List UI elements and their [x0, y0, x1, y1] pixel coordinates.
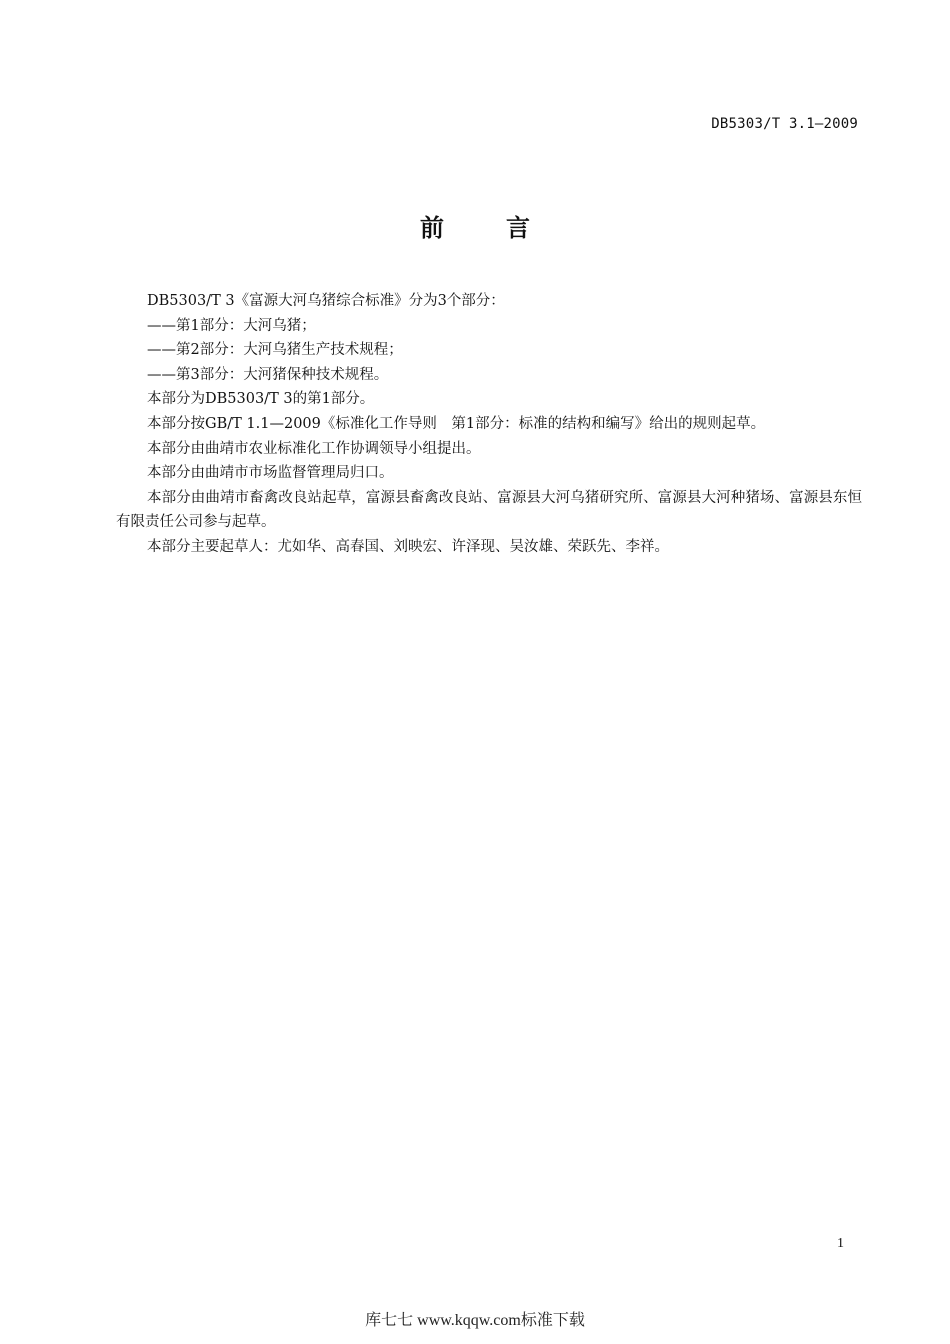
- paragraph-parts-intro: DB5303/T 3《富源大河乌猪综合标准》分为3个部分：: [147, 293, 505, 309]
- list-item-part-3: ——第3部分：大河猪保种技术规程。: [147, 366, 389, 383]
- title-char-1: 前: [420, 214, 444, 242]
- paragraph-drafted-by: 本部分由曲靖市畜禽改良站起草，富源县畜禽改良站、富源县大河乌猪研究所、富源县大河种猪场、富源县东恒有限责任公司参与起草。: [116, 489, 862, 531]
- title-char-2: 言: [506, 214, 530, 242]
- paragraph-drafters: 本部分主要起草人：尤如华、高春国、刘映宏、许泽现、吴汝雄、荣跃先、李祥。: [147, 538, 669, 555]
- paragraph-this-part: 本部分为DB5303/T 3的第1部分。: [147, 391, 375, 408]
- foreword-body: [116, 289, 862, 560]
- page-number: 1: [837, 1236, 844, 1251]
- page-title: [0, 208, 950, 243]
- document-id: DB5303/T 3.1—2009: [711, 116, 858, 132]
- paragraph-proposed-by: 本部分由曲靖市农业标准化工作协调领导小组提出。: [147, 440, 481, 457]
- paragraph-drafting-rules: 本部分按GB/T 1.1—2009《标准化工作导则 第1部分：标准的结构和编写》给出的规则起草。: [147, 415, 766, 432]
- footer-watermark-text: 库七七 www.kqqw.com标准下载: [365, 1312, 585, 1329]
- list-item-part-2: ——第2部分：大河乌猪生产技术规程；: [147, 342, 403, 359]
- paragraph-administered-by: 本部分由曲靖市市场监督管理局归口。: [147, 465, 394, 482]
- list-item-part-1: ——第1部分：大河乌猪；: [147, 317, 316, 334]
